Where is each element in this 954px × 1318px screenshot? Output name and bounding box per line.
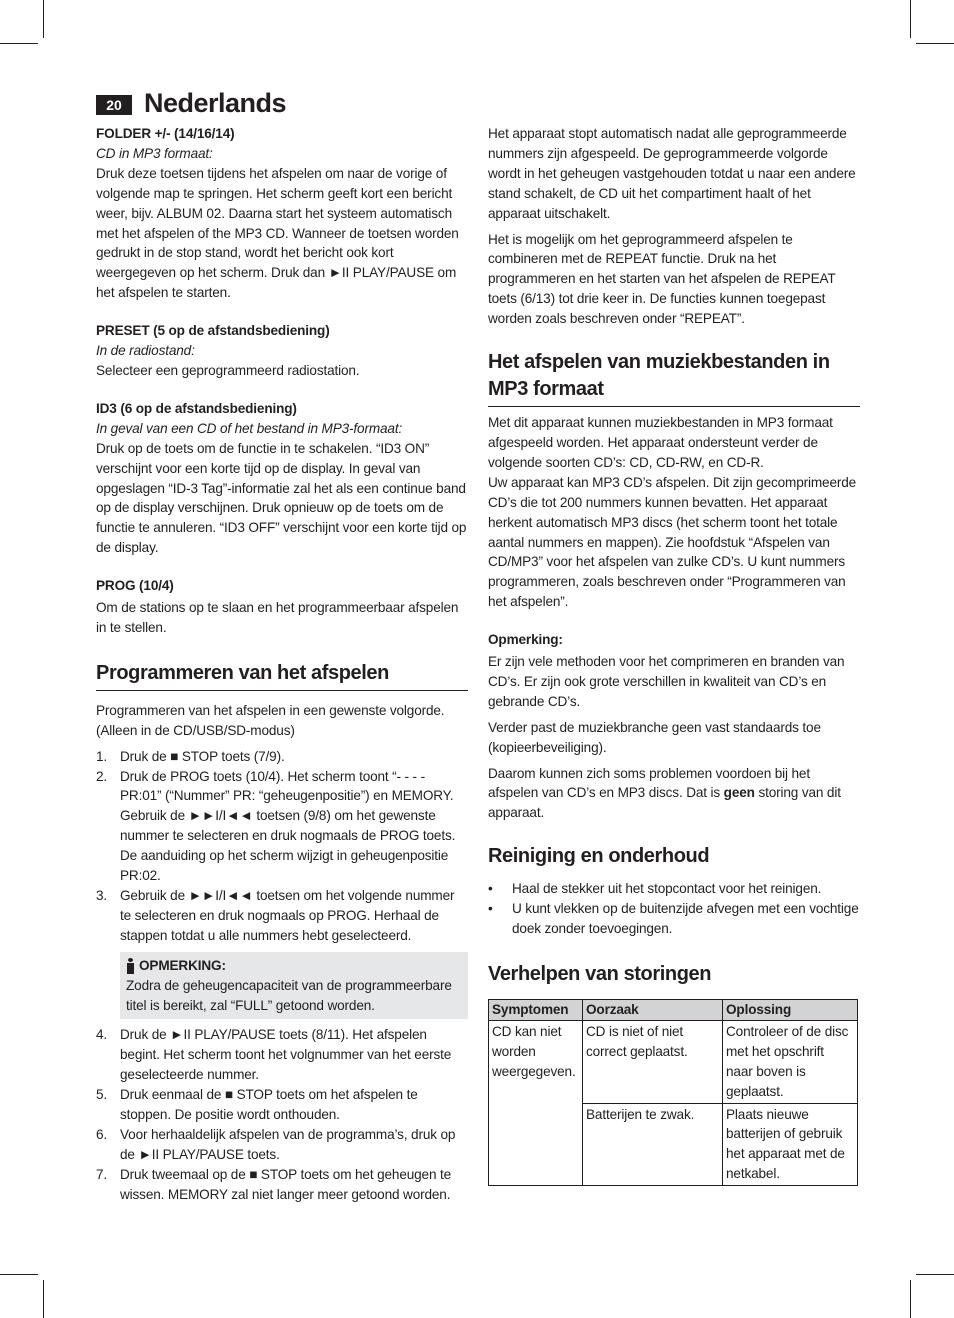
folder-mode: CD in MP3 formaat: (96, 145, 213, 161)
list-item: • Haal de stekker uit het stopcontact voor het reinigen. (488, 879, 860, 899)
preset-mode: In de radiostand: (96, 343, 195, 359)
crop-mark (43, 0, 44, 38)
note-text: Zodra de geheugencapaciteit van de programmeerbare titel is bereikt, zal “FULL” getoond worden. (126, 977, 452, 1013)
id3-mode: In geval van een CD of het bestand in MP3-formaat: (96, 420, 403, 436)
troubleshooting-table (488, 999, 858, 1186)
crop-mark (0, 1274, 38, 1275)
paragraph: Het is mogelijk om het geprogrammeerd afspelen te combineren met de REPEAT functie. Druk na het programmeren en het starten van het afspelen de REPEAT toets (6/13) tot drie keer in. De functies kunnen toegepast worden zoals beschreven onder “REPEAT”. (488, 231, 836, 327)
crop-mark (910, 1280, 911, 1318)
crop-mark (910, 0, 911, 38)
table-cell: CD is niet of niet correct geplaatst. (583, 1020, 723, 1103)
table-header: Oorzaak (583, 1000, 723, 1021)
table-cell: Controleer of de disc met het opschrift naar boven is geplaatst. (723, 1020, 858, 1103)
bullet-icon: • (488, 881, 493, 897)
info-icon (126, 958, 135, 974)
table-header: Oplossing (723, 1000, 858, 1021)
paragraph: Verder past de muziekbranche geen vast standaards toe (kopieerbeveiliging). (488, 719, 821, 755)
bullet-icon: • (488, 901, 493, 917)
folder-heading: FOLDER +/- (14/16/14) (96, 126, 235, 141)
steps-list-continued (96, 1025, 468, 1204)
preset-heading: PRESET (5 op de afstandsbediening) (96, 323, 330, 339)
programmeren-intro: Programmeren van het afspelen in een gewenste volgorde. (Alleen in de CD/USB/SD-modus) (96, 702, 445, 738)
list-item: 5. Druk eenmaal de ■ STOP toets om het afspelen te stoppen. De positie wordt onthouden. (96, 1087, 418, 1123)
list-item: 1. Druk de ■ STOP toets (7/9). (96, 748, 285, 764)
list-item: • U kunt vlekken op de buitenzijde afvegen met een vochtige doek zonder toevoegingen. (488, 901, 859, 937)
table-cell: Plaats nieuwe batterijen of gebruik het apparaat met de netkabel. (723, 1103, 858, 1186)
section-title-mp3: Het afspelen van muziekbestanden in MP3 formaat (488, 349, 860, 407)
table-cell: CD kan niet worden weergegeven. (489, 1020, 583, 1185)
prog-text: Om de stations op te slaan en het programmeerbaar afspelen in te stellen. (96, 600, 459, 635)
table-header-row (489, 1000, 858, 1021)
section-title-reiniging: Reiniging en onderhoud (488, 845, 710, 868)
note-heading: Opmerking: (488, 632, 563, 648)
right-column (488, 124, 860, 1186)
note-label: OPMERKING: (139, 957, 226, 973)
section-title-storingen: Verhelpen van storingen (488, 963, 712, 985)
paragraph: Met dit apparaat kunnen muziekbestanden in MP3 formaat afgespeeld worden. Het apparaat ondersteunt verder de volgende soorten CD’s: CD, CD-RW, en CD-R. (488, 415, 833, 470)
folder-text: Druk deze toetsen tijdens het afspelen om naar de vorige of volgende map te springen. Het scherm geeft kort een bericht weer, bijv. ALBUM 02. Daarna start het systeem automatisch met het afspelen of the MP3 CD. Wanneer de toetsen worden gedrukt in de stop stand, wordt het bericht ook kort weergegeven op het scherm. Druk dan ►II PLAY/PAUSE om het afspelen te starten. (96, 165, 459, 301)
steps-list (96, 747, 468, 946)
note-box (120, 952, 468, 1020)
section-title-programmeren: Programmeren van het afspelen (96, 660, 468, 691)
paragraph: Het apparaat stopt automatisch nadat alle geprogrammeerde nummers zijn afgespeeld. De geprogrammeerde volgorde wordt in het geheugen vastgehouden totdat u naar een andere stand schakelt, de CD uit het compartiment haalt of het apparaat uitschakelt. (488, 126, 856, 221)
page-header (96, 86, 286, 120)
table-header: Symptomen (489, 1000, 583, 1021)
left-column (96, 124, 468, 1205)
page-number: 20 (96, 95, 132, 115)
list-item: 3. Gebruik de ►►I/I◄◄ toetsen om het volgende nummer te selecteren en druk nogmaals op PROG. Herhaal de stappen totdat u alle nummers hebt geselecteerd. (96, 888, 455, 943)
paragraph: Daarom kunnen zich soms problemen voordoen bij het afspelen van CD’s en MP3 discs. Dat is geen storing van dit apparaat. (488, 765, 841, 821)
list-item: 7. Druk tweemaal op de ■ STOP toets om het geheugen te wissen. MEMORY zal niet langer meer getoond worden. (96, 1166, 452, 1202)
list-item: 4. Druk de ►II PLAY/PAUSE toets (8/11). Het afspelen begint. Het scherm toont het volgnummer van het eerste geselecteerde nummer. (96, 1027, 452, 1083)
id3-text: Druk op de toets om de functie in te schakelen. “ID3 ON” verschijnt voor een korte tijd op de display. In geval van opgeslagen “ID-3 Tag”-informatie zal het als een continue band op de display verschijnen. Druk opnieuw op de toets om de functie te annuleren. “ID3 OFF” verschijnt voor een korte tijd op de display. (96, 440, 467, 556)
list-item: 6. Voor herhaaldelijk afspelen van de programma’s, druk op de ►II PLAY/PAUSE toets. (96, 1126, 456, 1162)
paragraph: Uw apparaat kan MP3 CD’s afspelen. Dit zijn gecomprimeerde CD’s die tot 200 nummers kunnen bevatten. Het apparaat herkent automatisch MP3 discs (het scherm toont het totale aantal nummers en mappen). Zie hoofdstuk “Afspelen van CD/MP3” voor het afspelen van zulke CD’s. U kunt nummers programmeren, zoals beschreven onder “Programmeren van het afspelen”. (488, 474, 857, 610)
table-cell: Batterijen te zwak. (583, 1103, 723, 1186)
crop-mark (916, 1274, 954, 1275)
bullet-list (488, 879, 860, 939)
page-title: Nederlands (144, 87, 287, 118)
preset-text: Selecteer een geprogrammeerd radiostation. (96, 362, 360, 378)
crop-mark (0, 43, 38, 44)
crop-mark (916, 43, 954, 44)
crop-mark (43, 1280, 44, 1318)
paragraph: Er zijn vele methoden voor het comprimeren en branden van CD’s. Er zijn ook grote verschillen in kwaliteit van CD’s en gebrande CD’s. (488, 654, 845, 709)
id3-heading: ID3 (6 op de afstandsbediening) (96, 400, 297, 416)
prog-heading: PROG (10/4) (96, 578, 174, 594)
table-row (489, 1020, 858, 1103)
list-item: 2. Druk de PROG toets (10/4). Het scherm toont “- - - - PR:01” (“Nummer” PR: “geheugenpositie”) en MEMORY. Gebruik de ►►I/I◄◄ toetsen (9/8) om het gewenste nummer te selecteren en druk nogmaals de PROG toets. De aanduiding op het scherm wijzigt in geheugenpositie PR:02. (96, 768, 456, 884)
